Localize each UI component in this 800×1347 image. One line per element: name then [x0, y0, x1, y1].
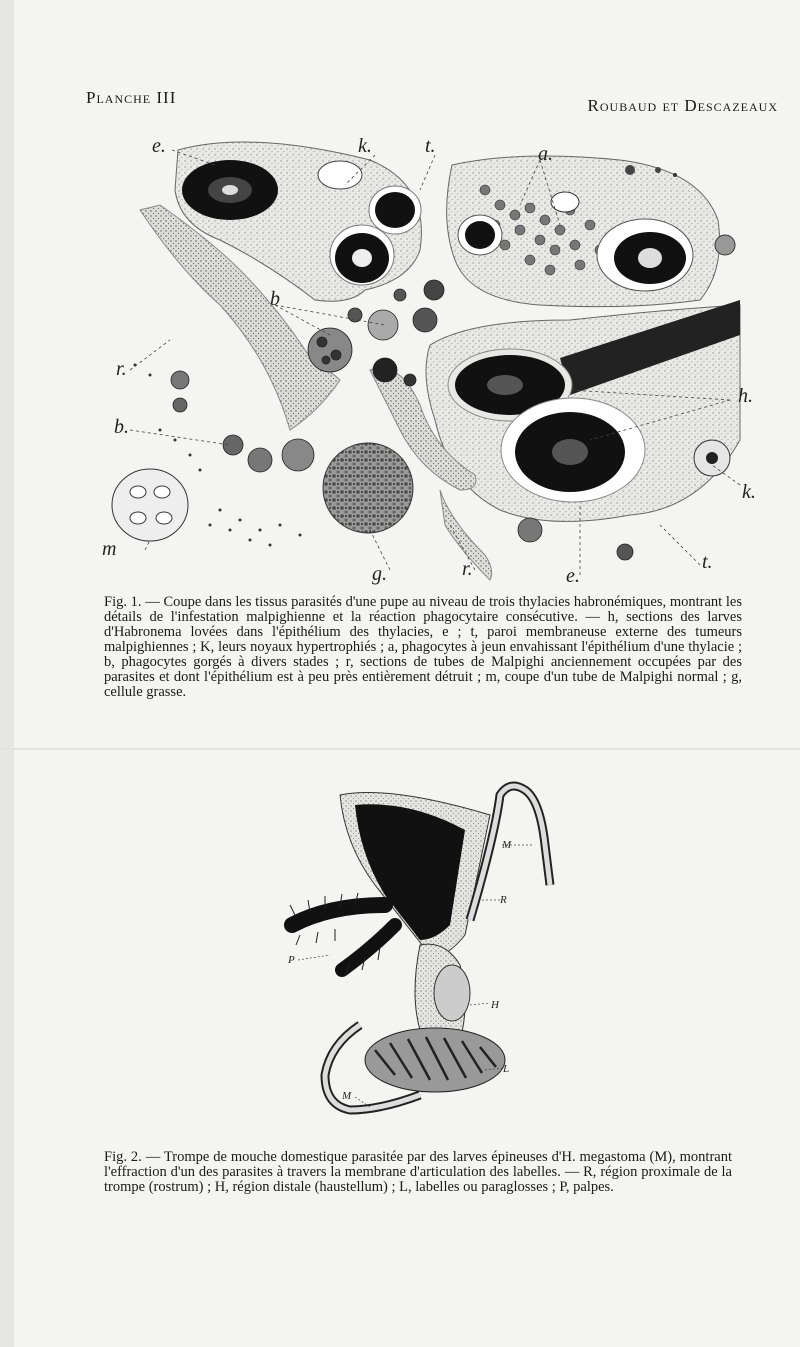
figure-2-proboscis [270, 775, 570, 1135]
figure-1-caption: Fig. 1. — Coupe dans les tissus parasités d'une pupe au niveau de trois thylacies habronémiques, montrant les détails de l'infestation malpighienne et la réaction phagocytaire consécutive. — h, sections des larves d'Habronema lovées dans l'épithélium des thylacies, e ; t, paroi membraneuse externe des tumeurs malpighiennes ; K, leurs noyaux hypertrophiés ; a, phagocytes à jeun envahissant l'épithélium d'une thylacie ; b, phagocytes gorgés à divers stades ; r, sections de tubes de Malpighi anciennement occupées par des parasites et dont l'épithélium est à peu près entièrement détruit ; m, coupe d'un tube de Malpighi normal ; g, cellule grasse. [104, 594, 742, 700]
fig1-label-m: m [102, 538, 117, 560]
fig2-label-P: P [288, 954, 295, 966]
figure-2-caption: Fig. 2. — Trompe de mouche domestique parasitée par des larves épineuses d'H. megastoma (M), montrant l'effraction d'un des parasites à travers la membrane d'articulation des labelles. — R, région proximale de la trompe (rostrum) ; H, région distale (haustellum) ; L, labelles ou paraglosses ; P, palpes. [104, 1149, 732, 1195]
fig1-label-t2: t. [702, 551, 713, 573]
page-edge-shadow [0, 0, 14, 1347]
fig1-label-a: a. [538, 143, 553, 165]
fig2-label-L: L [503, 1063, 510, 1075]
fig1-label-r: r. [116, 358, 127, 380]
fig1-label-e: e. [152, 135, 166, 157]
fig1-label-e2: e. [566, 565, 580, 587]
fig1-label-k2: k. [742, 481, 756, 503]
fig2-label-M2: M [342, 1090, 352, 1102]
fig1-label-g: g. [372, 563, 387, 585]
plate-title: Planche III [86, 88, 177, 107]
fig2-label-M: M [502, 839, 512, 851]
figure-1-tissue-section [100, 130, 780, 590]
fig1-label-b2: b. [114, 416, 129, 438]
fig1-label-b: b [270, 288, 280, 310]
fig1-label-r2: r. [462, 558, 473, 580]
fig2-label-R: R [500, 894, 507, 906]
fig1-label-k: k. [358, 135, 372, 157]
authors-header: Roubaud et Descazeaux [587, 96, 778, 115]
fig1-label-h: h. [738, 385, 753, 407]
fig1-label-t: t. [425, 135, 436, 157]
fig2-label-H: H [491, 999, 499, 1011]
page-divider [0, 748, 800, 750]
